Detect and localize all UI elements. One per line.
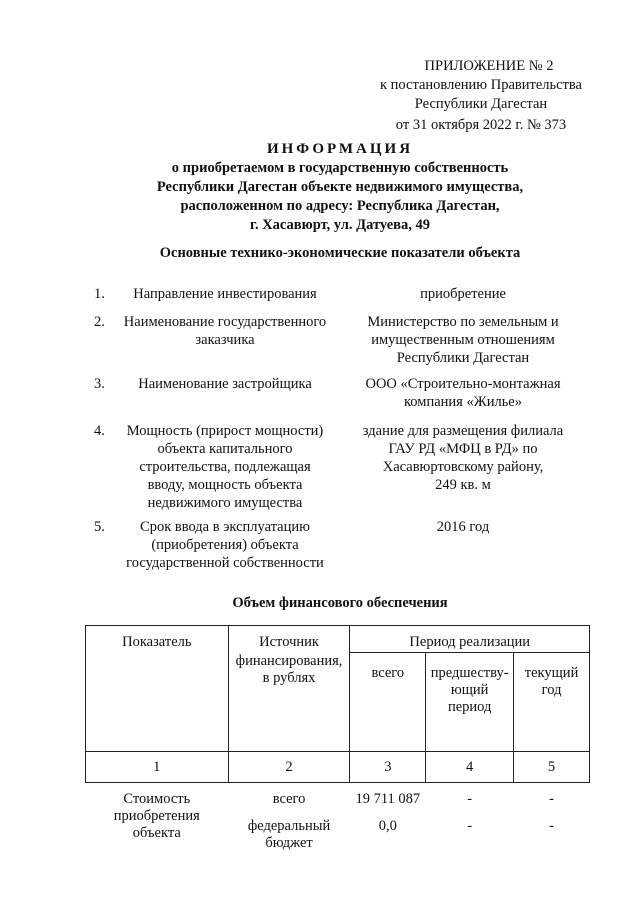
indicator-value — [352, 375, 574, 411]
row-source — [228, 783, 350, 809]
value-line: здание для размещения филиала — [362, 423, 564, 439]
header-source-line: Источник — [259, 634, 319, 650]
finance-table — [85, 625, 590, 852]
table-column-numbers-row — [86, 752, 590, 783]
header-current-line: текущий — [524, 665, 579, 681]
column-number: 2 — [228, 752, 350, 783]
title-line: расположенном по адресу: Республика Дагестан, — [180, 198, 500, 214]
header-source — [228, 626, 350, 653]
label-line: вводу, мощность объекта — [147, 477, 303, 493]
indicator-number: 1. — [94, 286, 105, 302]
indicator-value — [352, 422, 574, 494]
row-source-line: федеральный — [247, 818, 331, 834]
indicator-label — [116, 518, 334, 572]
row-current: - — [549, 818, 554, 834]
table-subheader-row — [86, 653, 590, 752]
appendix-authority: Республики Дагестан — [414, 96, 548, 112]
label-line: объекта капитального — [157, 441, 293, 457]
appendix-date: от 31 октября 2022 г. № 373 — [395, 117, 567, 133]
indicator-value — [352, 285, 574, 303]
label-line: Мощность (прирост мощности) — [126, 423, 324, 439]
row-total: 19 711 087 — [355, 791, 421, 807]
row-current: - — [549, 791, 554, 807]
row-previous: - — [467, 818, 473, 834]
value-line: ООО «Строительно-монтажная — [365, 376, 561, 392]
appendix-reference: к постановлению Правительства — [380, 77, 582, 93]
table-header-row — [86, 626, 590, 653]
value-line: Хасавюртовскому району, — [382, 459, 544, 475]
header-current — [514, 653, 590, 752]
value-line: Министерство по земельным и — [367, 314, 559, 330]
column-number: 1 — [86, 752, 229, 783]
row-indicator-line: Стоимость — [123, 791, 191, 807]
header-source-line: финансирования, — [235, 652, 343, 669]
row-indicator — [86, 783, 229, 853]
row-indicator-line: приобретения — [113, 808, 200, 824]
header-current-line: год — [541, 682, 562, 698]
table-row — [86, 783, 590, 809]
header-previous-line: период — [447, 699, 492, 715]
value-line: компания «Жилье» — [403, 394, 522, 410]
header-source-cont — [228, 653, 350, 752]
row-source-line: бюджет — [265, 835, 313, 851]
label-line: недвижимого имущества — [147, 495, 303, 511]
column-number: 5 — [514, 752, 590, 783]
indicator-number: 5. — [94, 519, 105, 535]
indicator-value — [352, 313, 574, 367]
indicator-number: 2. — [94, 314, 105, 330]
indicator-number: 3. — [94, 376, 105, 392]
label-line: Направление инвестирования — [133, 286, 317, 302]
label-line: заказчика — [195, 332, 255, 348]
title-heading: ИНФОРМАЦИЯ — [266, 141, 414, 157]
column-number: 4 — [426, 752, 514, 783]
header-indicator-cont — [86, 653, 229, 752]
label-line: государственной собственности — [126, 555, 324, 571]
indicator-value — [352, 518, 574, 536]
label-line: строительства, подлежащая — [139, 459, 311, 475]
section-finance-title: Объем финансового обеспечения — [232, 595, 448, 611]
indicator-label — [116, 375, 334, 393]
value-line: приобретение — [420, 286, 506, 302]
row-previous: - — [467, 791, 473, 807]
appendix-header — [370, 57, 592, 135]
header-previous-line: ющий — [450, 682, 489, 698]
column-number: 3 — [350, 752, 426, 783]
value-line: ГАУ РД «МФЦ в РД» по — [388, 441, 538, 457]
document-title — [60, 140, 620, 235]
header-period: Период реализации — [350, 626, 590, 653]
value-line: Республики Дагестан — [396, 350, 530, 366]
header-total: всего — [350, 653, 426, 752]
indicator-number: 4. — [94, 423, 105, 439]
header-source-line: в рублях — [262, 669, 316, 686]
title-line: г. Хасавюрт, ул. Датуева, 49 — [250, 217, 430, 233]
label-line: Срок ввода в эксплуатацию — [140, 519, 310, 535]
indicator-label — [116, 313, 334, 349]
label-line: Наименование застройщика — [138, 376, 312, 392]
row-total: 0,0 — [378, 818, 397, 834]
header-indicator: Показатель — [86, 626, 229, 653]
appendix-number: ПРИЛОЖЕНИЕ № 2 — [424, 58, 554, 74]
indicator-label — [116, 285, 334, 303]
header-previous-line: предшеству- — [430, 665, 509, 681]
indicator-label — [116, 422, 334, 512]
value-line: имущественным отношениям — [371, 332, 555, 348]
title-line: о приобретаемом в государственную собственность — [171, 160, 509, 176]
row-source-line: всего — [272, 791, 306, 807]
row-indicator-line: объекта — [132, 825, 181, 841]
title-line: Республики Дагестан объекте недвижимого имущества, — [156, 179, 524, 195]
row-source — [228, 808, 350, 852]
header-previous — [426, 653, 514, 752]
value-line: 249 кв. м — [435, 477, 491, 493]
value-line: 2016 год — [436, 519, 490, 535]
label-line: Наименование государственного — [123, 314, 327, 330]
label-line: (приобретения) объекта — [151, 537, 299, 553]
section-indicators-title: Основные технико-экономические показатели объекта — [159, 245, 521, 261]
